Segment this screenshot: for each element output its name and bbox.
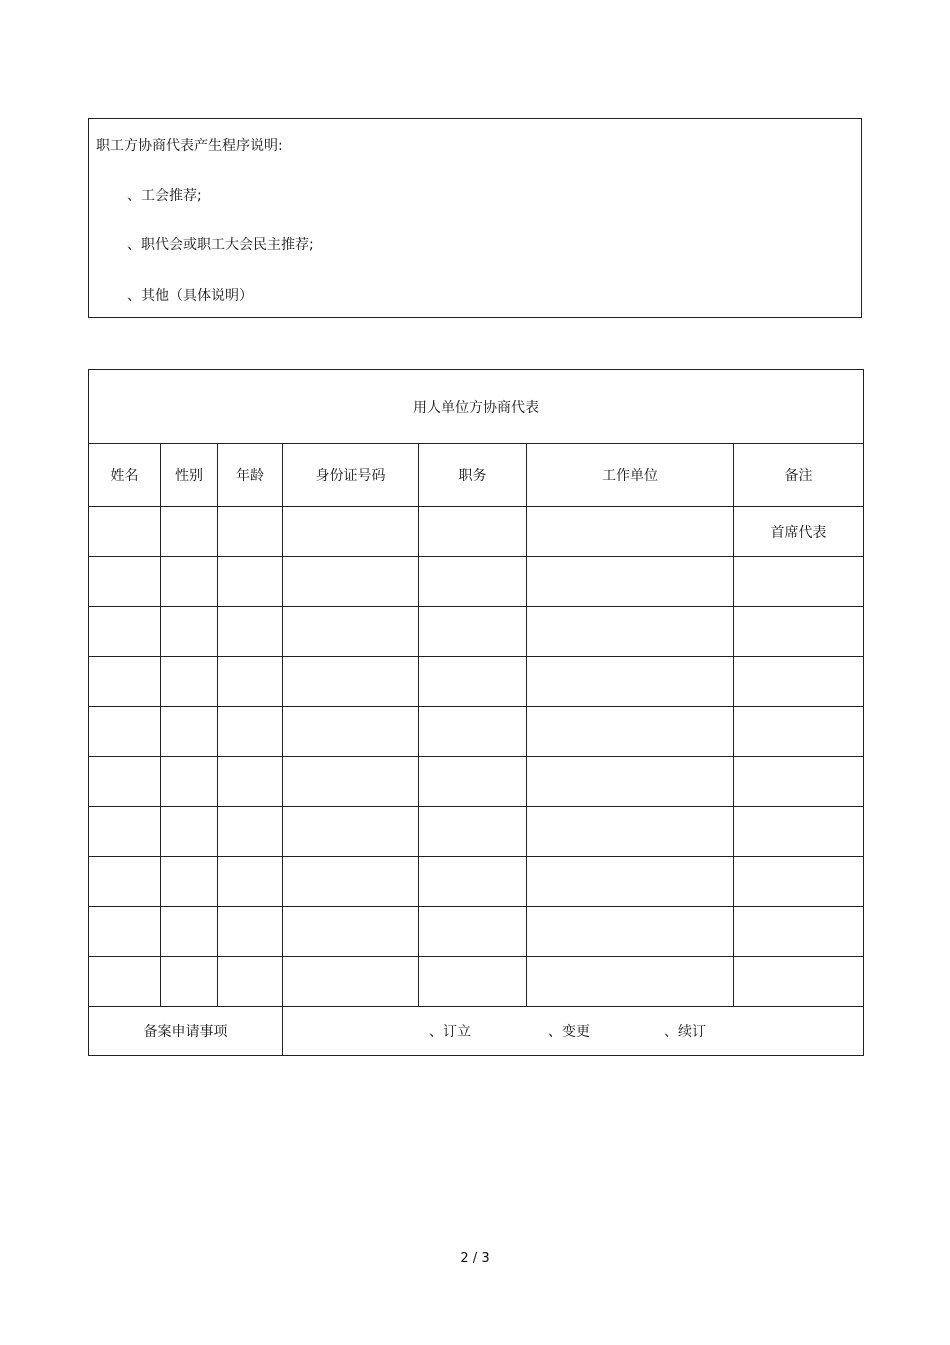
cell-remarks[interactable] — [734, 607, 864, 657]
cell-position[interactable] — [419, 507, 527, 557]
cell-age[interactable] — [218, 857, 283, 907]
cell-id-number[interactable] — [283, 707, 419, 757]
filing-option-renew[interactable]: 、续订 — [664, 1024, 706, 1040]
cell-remarks[interactable] — [734, 907, 864, 957]
filing-option-conclude[interactable]: 、订立 — [429, 1024, 471, 1040]
cell-workplace[interactable] — [527, 507, 734, 557]
cell-name[interactable] — [89, 807, 161, 857]
table-row — [89, 707, 864, 757]
cell-position[interactable] — [419, 557, 527, 607]
cell-position[interactable] — [419, 757, 527, 807]
cell-remarks[interactable] — [734, 757, 864, 807]
cell-workplace[interactable] — [527, 857, 734, 907]
cell-gender[interactable] — [161, 657, 218, 707]
cell-name[interactable] — [89, 507, 161, 557]
cell-remarks[interactable] — [734, 957, 864, 1007]
procedure-item-union: 、工会推荐; — [127, 188, 202, 204]
table-row — [89, 757, 864, 807]
cell-remarks[interactable] — [734, 657, 864, 707]
cell-gender[interactable] — [161, 557, 218, 607]
cell-position[interactable] — [419, 957, 527, 1007]
filing-option-change[interactable]: 、变更 — [548, 1024, 590, 1040]
cell-age[interactable] — [218, 657, 283, 707]
cell-name[interactable] — [89, 907, 161, 957]
cell-name[interactable] — [89, 857, 161, 907]
cell-remarks[interactable] — [734, 707, 864, 757]
column-header-remarks: 备注 — [734, 444, 864, 507]
cell-id-number[interactable] — [283, 807, 419, 857]
cell-remarks[interactable]: 首席代表 — [734, 507, 864, 557]
table-row — [89, 557, 864, 607]
cell-name[interactable] — [89, 707, 161, 757]
cell-position[interactable] — [419, 707, 527, 757]
cell-name[interactable] — [89, 757, 161, 807]
cell-workplace[interactable] — [527, 607, 734, 657]
cell-id-number[interactable] — [283, 607, 419, 657]
table-row — [89, 607, 864, 657]
filing-label: 备案申请事项 — [89, 1007, 283, 1056]
cell-gender[interactable] — [161, 807, 218, 857]
cell-age[interactable] — [218, 757, 283, 807]
cell-gender[interactable] — [161, 907, 218, 957]
cell-name[interactable] — [89, 957, 161, 1007]
table-row — [89, 857, 864, 907]
cell-position[interactable] — [419, 607, 527, 657]
cell-id-number[interactable] — [283, 507, 419, 557]
representatives-table — [88, 369, 864, 1056]
procedure-section — [88, 118, 862, 318]
column-header-gender: 性别 — [161, 444, 218, 507]
cell-workplace[interactable] — [527, 657, 734, 707]
cell-position[interactable] — [419, 657, 527, 707]
table-row — [89, 907, 864, 957]
cell-gender[interactable] — [161, 607, 218, 657]
cell-id-number[interactable] — [283, 957, 419, 1007]
procedure-item-congress: 、职代会或职工大会民主推荐; — [127, 237, 314, 253]
cell-name[interactable] — [89, 657, 161, 707]
cell-gender[interactable] — [161, 707, 218, 757]
filing-options — [283, 1007, 863, 1055]
column-header-age: 年龄 — [218, 444, 283, 507]
cell-remarks[interactable] — [734, 807, 864, 857]
table-title: 用人单位方协商代表 — [89, 370, 864, 444]
page-number: 2 / 3 — [460, 1251, 490, 1266]
cell-position[interactable] — [419, 807, 527, 857]
filing-row — [89, 1007, 864, 1056]
filing-options-cell — [283, 1007, 864, 1056]
table-row — [89, 507, 864, 557]
cell-age[interactable] — [218, 557, 283, 607]
cell-gender[interactable] — [161, 957, 218, 1007]
cell-id-number[interactable] — [283, 757, 419, 807]
column-header-id-number: 身份证号码 — [283, 444, 419, 507]
cell-name[interactable] — [89, 557, 161, 607]
column-header-name: 姓名 — [89, 444, 161, 507]
cell-workplace[interactable] — [527, 557, 734, 607]
cell-workplace[interactable] — [527, 707, 734, 757]
cell-workplace[interactable] — [527, 757, 734, 807]
table-row — [89, 807, 864, 857]
cell-id-number[interactable] — [283, 657, 419, 707]
cell-gender[interactable] — [161, 857, 218, 907]
cell-remarks[interactable] — [734, 557, 864, 607]
procedure-title: 职工方协商代表产生程序说明: — [96, 138, 283, 154]
cell-workplace[interactable] — [527, 907, 734, 957]
table-header-row — [89, 444, 864, 507]
procedure-item-other: 、其他（具体说明） — [127, 288, 253, 304]
cell-remarks[interactable] — [734, 857, 864, 907]
cell-age[interactable] — [218, 607, 283, 657]
cell-age[interactable] — [218, 507, 283, 557]
cell-age[interactable] — [218, 807, 283, 857]
cell-name[interactable] — [89, 607, 161, 657]
cell-id-number[interactable] — [283, 907, 419, 957]
table-row — [89, 657, 864, 707]
cell-age[interactable] — [218, 907, 283, 957]
cell-workplace[interactable] — [527, 957, 734, 1007]
column-header-workplace: 工作单位 — [527, 444, 734, 507]
cell-age[interactable] — [218, 707, 283, 757]
table-row — [89, 957, 864, 1007]
column-header-position: 职务 — [419, 444, 527, 507]
cell-age[interactable] — [218, 957, 283, 1007]
cell-id-number[interactable] — [283, 857, 419, 907]
cell-gender[interactable] — [161, 507, 218, 557]
cell-workplace[interactable] — [527, 807, 734, 857]
cell-position[interactable] — [419, 857, 527, 907]
cell-gender[interactable] — [161, 757, 218, 807]
cell-position[interactable] — [419, 907, 527, 957]
cell-id-number[interactable] — [283, 557, 419, 607]
